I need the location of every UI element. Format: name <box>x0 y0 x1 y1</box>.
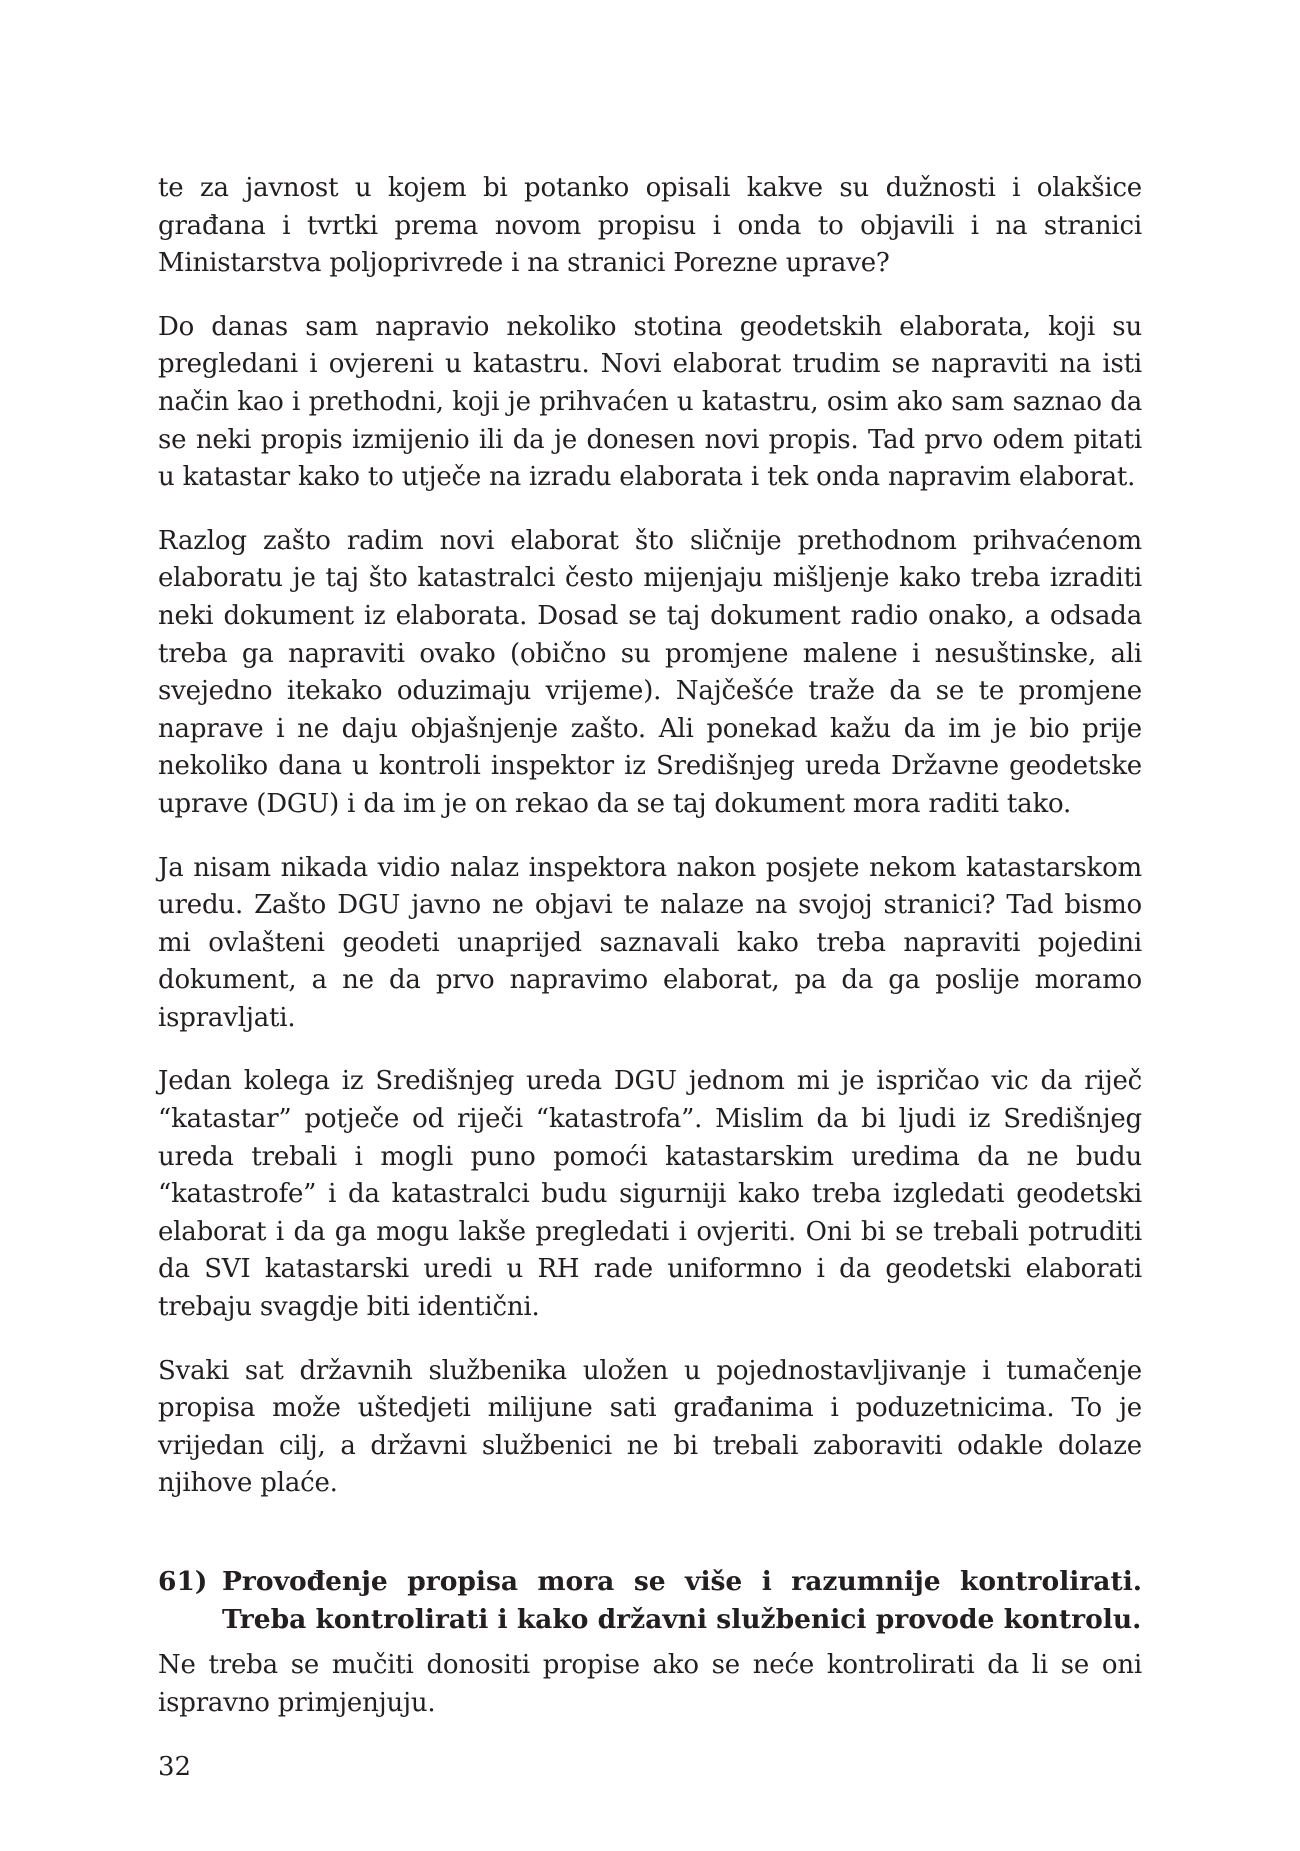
page-number: 32 <box>158 1752 192 1782</box>
paragraph-6: Svaki sat državnih službenika uložen u pojednostavljivanje i tumačenje propisa može uštedjeti milijune sati građanima i poduzetnicima. To je vrijedan cilj, a državni službenici ne bi trebali zaboraviti odakle dolaze njihove plaće. <box>158 1355 1142 1499</box>
paragraph-5: Jedan kolega iz Središnjeg ureda DGU jednom mi je ispričao vic da riječ “katastar” potječe od riječi “katastrofa”. Mislim da bi ljudi iz Središnjeg ureda trebali i mogli puno pomoći katastarskim uredima da ne budu “katastrofe” i da katastralci budu sigurniji kako treba izgledati geodetski elaborat i da ga mogu lakše pregledati i ovjeriti. Oni bi se trebali potruditi da SVI katastarski uredi u RH rade uniformno i da geodetski elaborati trebaju svagdje biti identični. <box>158 1066 1142 1323</box>
section-body: Ne treba se mučiti donositi propise ako se neće kontrolirati da li se oni ispravno primjenjuju. <box>158 1650 1142 1718</box>
paragraph-2: Do danas sam napravio nekoliko stotina geodetskih elaborata, koji su pregledani i ovjereni u katastru. Novi elaborat trudim se napraviti na isti način kao i prethodni, koji je prihvaćen u katastru, osim ako sam saznao da se neki propis izmijenio ili da je donesen novi propis. Tad prvo odem pitati u katastar kako to utječe na izradu elaborata i tek onda napravim elaborat. <box>158 311 1142 493</box>
section-number: 61) <box>158 1566 208 1597</box>
paragraph-1: te za javnost u kojem bi potanko opisali kakve su dužnosti i olakšice građana i tvrtki prema novom propisu i onda to objavili i na stranici Ministarstva poljoprivrede i na stranici Porezne uprave? <box>158 173 1142 279</box>
section-title: Provođenje propisa mora se više i razumnije kontrolirati. Treba kontrolirati i kako državni službenici provode kontrolu. <box>222 1566 1142 1635</box>
section-heading <box>158 1563 1142 1639</box>
paragraph-4: Ja nisam nikada vidio nalaz inspektora nakon posjete nekom katastarskom uredu. Zašto DGU javno ne objavi te nalaze na svojoj stranici? Tad bismo mi ovlašteni geodeti unaprijed saznavali kako treba napraviti pojedini dokument, a ne da prvo napravimo elaborat, pa da ga poslije moramo ispravljati. <box>158 852 1142 1033</box>
paragraph-3: Razlog zašto radim novi elaborat što sličnije prethodnom prihvaćenom elaboratu je taj što katastralci često mijenjaju mišljenje kako treba izraditi neki dokument iz elaborata. Dosad se taj dokument radio onako, a odsada treba ga napraviti ovako (obično su promjene malene i nesuštinske, ali svejedno itekako oduzimaju vrijeme). Najčešće traže da se te promjene naprave i ne daju objašnjenje zašto. Ali ponekad kažu da im je bio prije nekoliko dana u kontroli inspektor iz Središnjeg ureda Državne geodetske uprave (DGU) i da im je on rekao da se taj dokument mora raditi tako. <box>158 525 1142 819</box>
page-body <box>158 170 1142 1748</box>
